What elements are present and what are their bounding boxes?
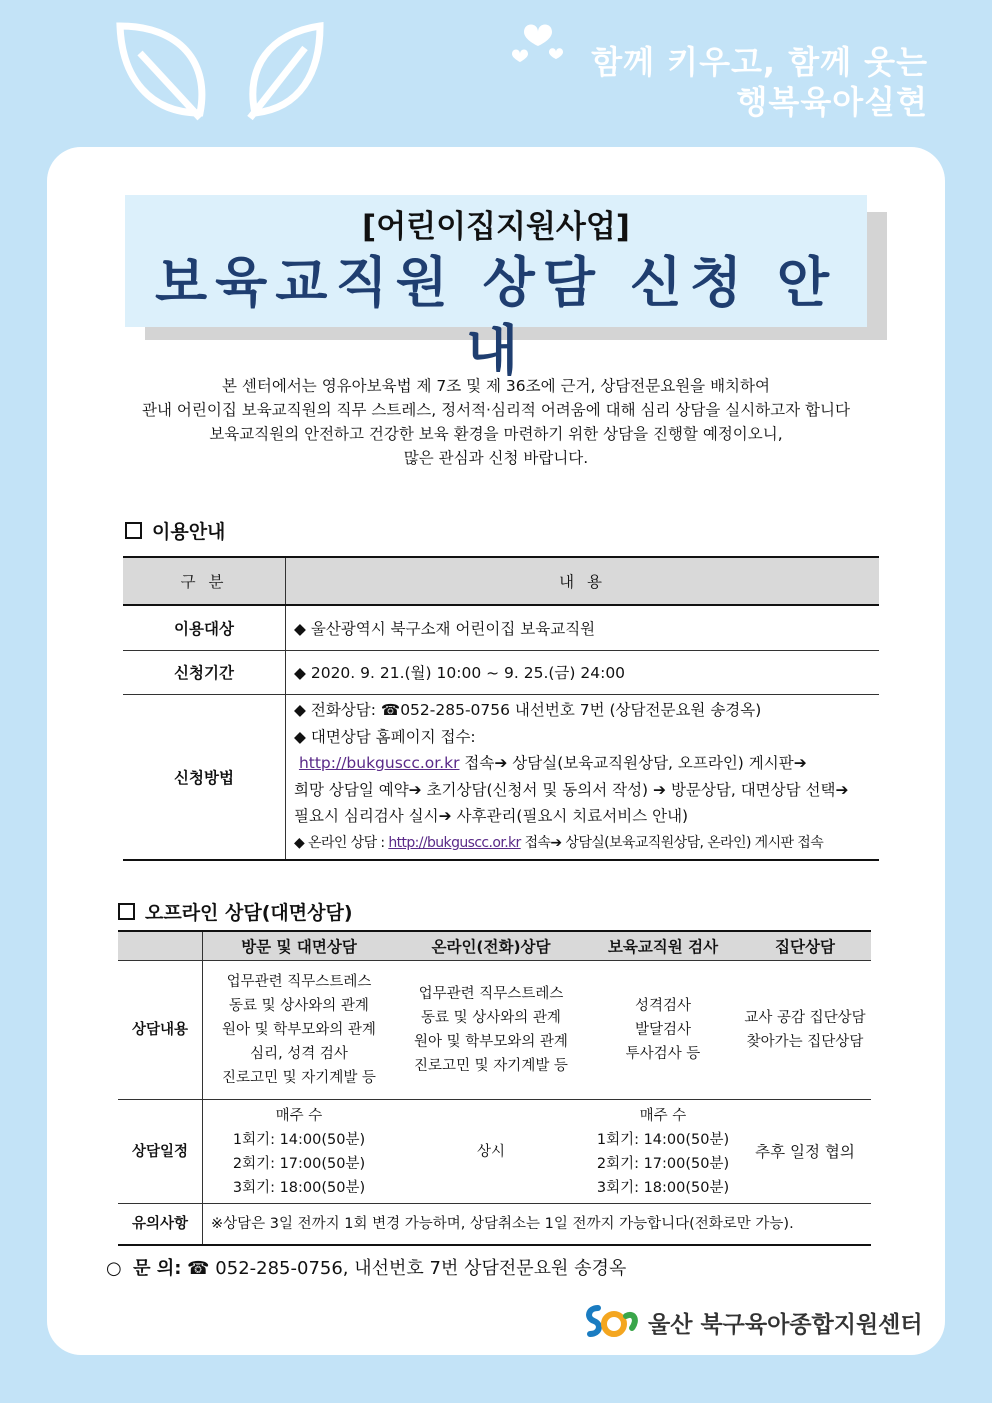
cell-line: 업무관련 직무스트레스 bbox=[226, 974, 372, 990]
offline-heading-text: 오프라인 상담(대면상담) bbox=[145, 902, 353, 924]
slogan bbox=[591, 42, 928, 122]
table-row bbox=[118, 1100, 871, 1204]
leaves-icon bbox=[110, 18, 330, 128]
intro-line: 관내 어린이집 보육교직원의 직무 스트레스, 정서적·심리적 어려움에 대해 심리 상담을 실시하고자 합니다 bbox=[142, 401, 850, 419]
cell-line: 동료 및 상사와의 관계 bbox=[421, 1010, 561, 1026]
contact-bullet: ○ bbox=[106, 1258, 122, 1279]
schedule-cell bbox=[203, 1100, 396, 1204]
table-row bbox=[118, 961, 871, 1100]
intro-line: 많은 관심과 신청 바랍니다. bbox=[403, 449, 589, 467]
cell-line: 2회기: 17:00(50분) bbox=[596, 1155, 730, 1172]
schedule-label: 상담일정 bbox=[118, 1100, 203, 1204]
contact-line bbox=[106, 1254, 626, 1280]
target-label: 이용대상 bbox=[123, 605, 286, 650]
contact-value: ☎ 052-285-0756, 내선번호 7번 상담전문요원 송경옥 bbox=[187, 1258, 627, 1279]
header-online: 온라인(전화)상담 bbox=[395, 931, 587, 961]
note-text: ※상담은 3일 전까지 1회 변경 가능하며, 상담취소는 1일 전까지 가능합니다(전화로만 가능). bbox=[203, 1204, 872, 1246]
method-online: ◆ 온라인 상담 : bbox=[294, 834, 389, 851]
cell-line: 심리, 성격 검사 bbox=[250, 1046, 348, 1062]
note-label: 유의사항 bbox=[118, 1204, 203, 1246]
content-cell bbox=[587, 961, 739, 1100]
table-row bbox=[123, 694, 879, 860]
usage-table bbox=[123, 556, 879, 861]
method-flow3: 필요시 심리검사 실시➔ 사후관리(필요시 치료서비스 안내) bbox=[294, 807, 689, 826]
checkbox-square-icon bbox=[118, 903, 135, 920]
cell-line: 추후 일정 협의 bbox=[755, 1142, 855, 1161]
content-label: 상담내용 bbox=[118, 961, 203, 1100]
header-test: 보육교직원 검사 bbox=[587, 931, 739, 961]
usage-heading bbox=[125, 517, 225, 544]
online-link[interactable]: http://bukguscc.or.kr bbox=[388, 834, 521, 851]
header-group: 집단상담 bbox=[739, 931, 871, 961]
content-cell bbox=[395, 961, 587, 1100]
offline-table bbox=[118, 930, 871, 1246]
footer-org: 울산 북구육아종합지원센터 bbox=[648, 1311, 923, 1338]
cell-line: 3회기: 18:00(50분) bbox=[596, 1179, 730, 1196]
col-content: 내 용 bbox=[286, 557, 880, 605]
offline-heading bbox=[118, 898, 353, 925]
homepage-link[interactable]: http://bukguscc.or.kr bbox=[298, 754, 460, 773]
method-flow2: 희망 상담일 예약➔ 초기상담(신청서 및 동의서 작성) ➔ 방문상담, 대면상담 선택➔ bbox=[294, 780, 849, 799]
page-title: 보육교직원 상담 신청 안내 bbox=[154, 251, 838, 382]
method-visit: ◆ 대면상담 홈페이지 접수: bbox=[294, 727, 476, 746]
cell-line: 매주 수 bbox=[639, 1107, 687, 1124]
cell-line: 원아 및 학부모와의 관계 bbox=[414, 1034, 568, 1050]
table-row bbox=[118, 1204, 871, 1246]
content-cell bbox=[203, 961, 396, 1100]
period-label: 신청기간 bbox=[123, 650, 286, 694]
intro-text bbox=[60, 374, 932, 470]
method-online-line bbox=[294, 830, 879, 857]
cell-line: 투사검사 등 bbox=[625, 1046, 701, 1062]
usage-heading-text: 이용안내 bbox=[152, 521, 226, 543]
method-value bbox=[286, 694, 880, 860]
slogan-line1: 함께 키우고, 함께 웃는 bbox=[591, 43, 928, 81]
method-label: 신청방법 bbox=[123, 694, 286, 860]
cell-line: 성격검사 bbox=[634, 998, 692, 1014]
contact-label: 문 의: bbox=[133, 1258, 182, 1279]
cell-line: 매주 수 bbox=[275, 1107, 323, 1124]
method-phone: ◆ 전화상담: ☎052-285-0756 내선번호 7번 (상담전문요원 송경옥) bbox=[294, 701, 762, 720]
cell-line: 원아 및 학부모와의 관계 bbox=[222, 1022, 376, 1038]
cell-line: 1회기: 14:00(50분) bbox=[596, 1131, 730, 1148]
table-row bbox=[123, 605, 879, 650]
content-cell bbox=[739, 961, 871, 1100]
center-logo-icon bbox=[584, 1302, 640, 1342]
cell-line: 진로고민 및 자기계발 등 bbox=[414, 1058, 568, 1074]
intro-line: 본 센터에서는 영유아보육법 제 7조 및 제 36조에 근거, 상담전문요원을 배치하여 bbox=[222, 377, 770, 395]
slogan-line2: 행복육아실현 bbox=[736, 83, 928, 121]
cell-line: 1회기: 14:00(50분) bbox=[232, 1131, 366, 1148]
schedule-cell bbox=[587, 1100, 739, 1204]
cell-line: 2회기: 17:00(50분) bbox=[232, 1155, 366, 1172]
schedule-cell bbox=[395, 1100, 587, 1204]
schedule-cell bbox=[739, 1100, 871, 1204]
cell-line: 교사 공감 집단상담 bbox=[744, 1010, 866, 1026]
hearts-icon bbox=[508, 18, 568, 68]
cell-line: 업무관련 직무스트레스 bbox=[418, 986, 564, 1002]
method-flow-line bbox=[294, 750, 879, 777]
cell-line: 3회기: 18:00(50분) bbox=[232, 1179, 366, 1196]
title-sub: [어린이집지원사업] bbox=[362, 209, 630, 245]
intro-line: 보육교직원의 안전하고 건강한 보육 환경을 마련하기 위한 상담을 진행할 예정이오니, bbox=[209, 425, 783, 443]
header-visit: 방문 및 대면상담 bbox=[203, 931, 396, 961]
title-box bbox=[125, 195, 867, 382]
method-flow1: 접속➔ 상담실(보육교직원상담, 오프라인) 게시판➔ bbox=[459, 754, 807, 773]
cell-line: 진로고민 및 자기계발 등 bbox=[222, 1070, 376, 1086]
method-online2: 접속➔ 상담실(보육교직원상담, 온라인) 게시판 접속 bbox=[520, 834, 824, 851]
period-value: ◆ 2020. 9. 21.(월) 10:00 ~ 9. 25.(금) 24:00 bbox=[286, 650, 880, 694]
cell-line: 찾아가는 집단상담 bbox=[746, 1034, 864, 1050]
checkbox-square-icon bbox=[125, 522, 142, 539]
target-value: ◆ 울산광역시 북구소재 어린이집 보육교직원 bbox=[286, 605, 880, 650]
cell-line: 발달검사 bbox=[634, 1022, 692, 1038]
cell-line: 상시 bbox=[476, 1143, 505, 1160]
table-row bbox=[123, 650, 879, 694]
corner-cell bbox=[118, 931, 203, 961]
footer-logo bbox=[584, 1302, 923, 1342]
cell-line: 동료 및 상사와의 관계 bbox=[229, 998, 369, 1014]
col-category: 구 분 bbox=[123, 557, 286, 605]
